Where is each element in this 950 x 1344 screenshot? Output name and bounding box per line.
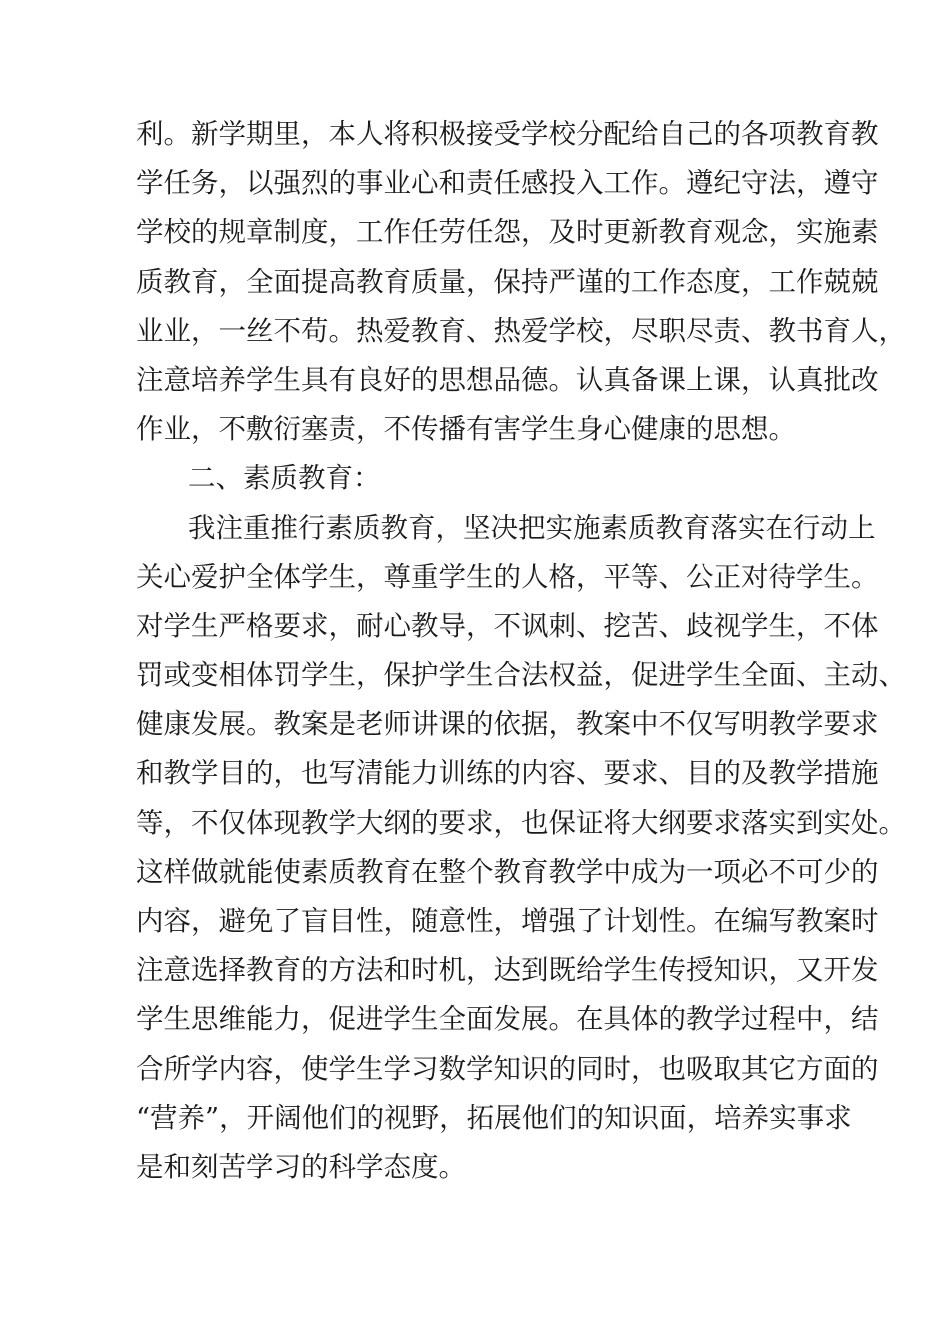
text-line: 作业，不敷衍塞责，不传播有害学生身心健康的思想。	[136, 413, 796, 446]
text-line: 内容，避免了盲目性，随意性，增强了计划性。在编写教案时	[136, 905, 879, 937]
text-line: 学校的规章制度，工作任劳任怨，及时更新教育观念，实施素	[136, 216, 879, 249]
text-line: 我注重推行素质教育，坚决把实施素质教育落实在行动上	[188, 511, 876, 544]
text-line: 利。新学期里，本人将积极接受学校分配给自己的各项教育教	[136, 118, 879, 150]
text-line: 质教育，全面提高教育质量，保持严谨的工作态度，工作兢兢	[136, 265, 879, 298]
text-line: 注意培养学生具有良好的思想品德。认真备课上课，认真批改	[136, 363, 879, 396]
text-line: 合所学内容，使学生学习数学知识的同时，也吸取其它方面的	[136, 1052, 879, 1085]
text-line: 对学生严格要求，耐心教导，不讽刺、挖苦、歧视学生，不体	[136, 609, 879, 642]
text-line: 健康发展。教案是老师讲课的依据，教案中不仅写明教学要求	[136, 708, 879, 741]
text-line: 注意选择教育的方法和时机，达到既给学生传授知识，又开发	[136, 954, 879, 987]
text-line: 学生思维能力，促进学生全面发展。在具体的教学过程中，结	[136, 1003, 879, 1036]
text-line: 等，不仅体现教学大纲的要求，也保证将大纲要求落实到实处。	[136, 806, 906, 839]
section-heading: 二、素质教育：	[188, 462, 381, 495]
text-line: 是和刻苦学习的科学态度。	[136, 1150, 466, 1183]
text-line: 和教学目的，也写清能力训练的内容、要求、目的及教学措施	[136, 757, 879, 790]
text-line: 学任务，以强烈的事业心和责任感投入工作。遵纪守法，遵守	[136, 167, 879, 200]
text-line: 关心爱护全体学生，尊重学生的人格，平等、公正对待学生。	[136, 560, 879, 593]
body-text	[136, 110, 906, 1192]
text-line: 业业，一丝不苟。热爱教育、热爱学校，尽职尽责、教书育人，	[136, 314, 906, 347]
text-line: 这样做就能使素质教育在整个教育教学中成为一项必不可少的	[136, 855, 879, 888]
text-line: 罚或变相体罚学生，保护学生合法权益，促进学生全面、主动、	[136, 659, 906, 692]
text-line: “营养”，开阔他们的视野，拓展他们的知识面，培养实事求	[136, 1101, 852, 1134]
